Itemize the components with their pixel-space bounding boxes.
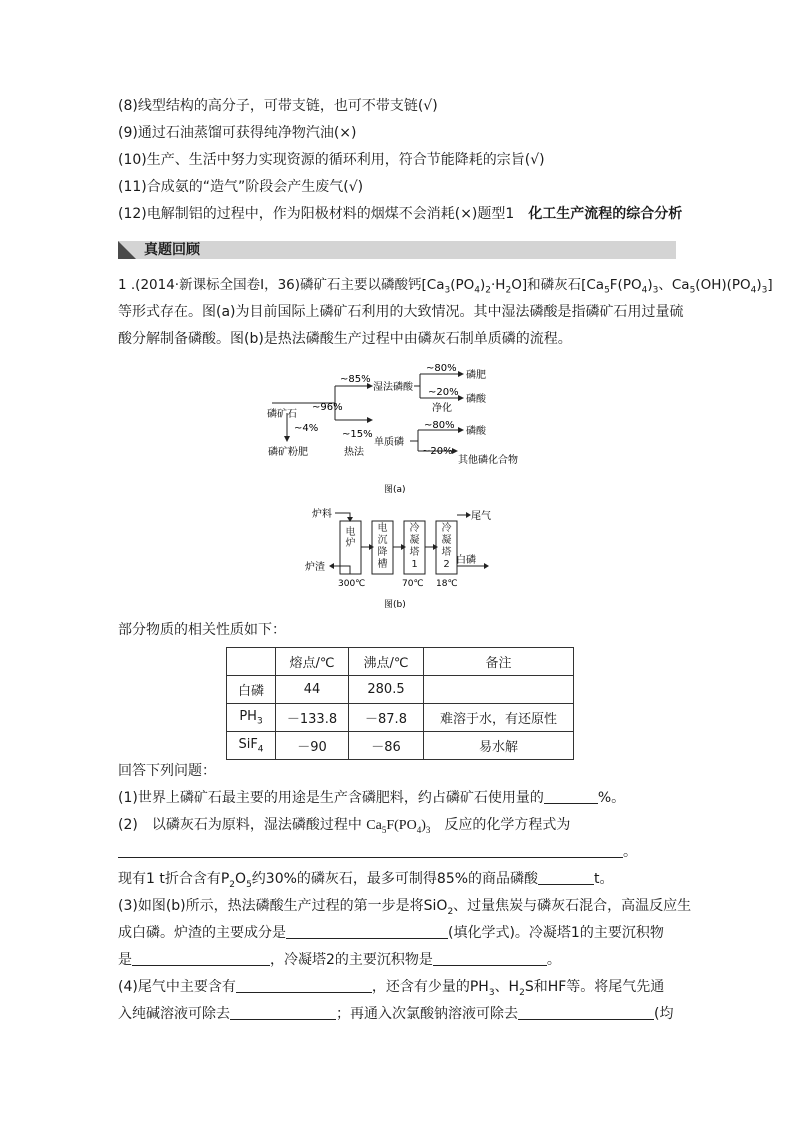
answer-blank-3a[interactable] [286, 924, 448, 939]
answer-blank-4b[interactable] [230, 1005, 336, 1020]
table-cell: SiF$_4$ [227, 732, 276, 760]
fig-b-cond1: 冷凝塔1 [409, 523, 420, 570]
fig-a-thermal: 热法 [344, 447, 364, 458]
judgment-11: (11)合成氨的“造气”阶段会产生废气(√) [118, 179, 364, 195]
table-row [227, 676, 574, 704]
topic-heading: 化工生产流程的综合分析 [528, 206, 683, 222]
fig-b-t2: 70℃ [402, 579, 424, 589]
table-row [227, 704, 574, 732]
question-2-line3: 现有1 t折合含有$P_2O_5$约30%的磷灰石，最多可制得85%的商品磷酸 t。 [118, 871, 614, 890]
section-title: 真题回顾 [144, 242, 200, 258]
table-cell: －86 [349, 732, 424, 760]
question-intro-line3: 酸分解制备磷酸。图(b)是热法磷酸生产过程中由磷灰石制单质磷的流程。 [118, 331, 572, 347]
fig-b-precip: 电沉降槽 [377, 523, 388, 570]
fig-a-p15: ~15% [342, 429, 373, 440]
table-cell: 280.5 [349, 676, 424, 704]
question-3: (3)如图(b)所示，热法磷酸生产过程的第一步是将SiO$_2$、过量焦炭与磷灰石混合，高温反应生 [118, 898, 692, 917]
table-header-cell: 备注 [424, 648, 574, 676]
fig-b-cond2: 冷凝塔2 [441, 523, 452, 570]
question-intro-line1: 1 .(2014·新课标全国卷Ⅰ，36)磷矿石主要以磷酸钙$[Ca_3(PO_4)_2\cdot H_2O]$和磷灰石[$Ca_5F(PO_4)_3$、$Ca_5(OH)(PO_4)_3$] [118, 277, 773, 296]
fig-b-feed: 炉料 [312, 509, 332, 520]
answer-blank-3c[interactable] [433, 951, 547, 966]
fig-a-other: 其他磷化合物 [458, 455, 518, 466]
answer-blank-4a[interactable] [236, 978, 372, 993]
question-4: (4)尾气中主要含有 ，还含有少量的$PH_3$、$H_2S$和HF等。将尾气先通 [118, 979, 665, 998]
fig-a-p20b: ~20% [422, 446, 453, 457]
judgment-12-text: (12)电解制铝的过程中，作为阳极材料的烟煤不会消耗(×)题型1 [118, 206, 515, 222]
fig-a-p4: ~4% [294, 423, 319, 434]
question-1: (1)世界上磷矿石最主要的用途是生产含磷肥料，约占磷矿石使用量的 %。 [118, 790, 626, 806]
fig-b-furnace: 电炉 [345, 527, 356, 549]
fig-b-tail: 尾气 [471, 511, 491, 522]
table-cell: －87.8 [349, 704, 424, 732]
fig-a-p20a: ~20% [428, 387, 459, 398]
question-4-line2: 入纯碱溶液可除去 ；再通入次氯酸钠溶液可除去 (均 [118, 1006, 674, 1022]
fig-a-p80b: ~80% [424, 420, 455, 431]
table-cell: 易水解 [424, 732, 574, 760]
table-cell: 白磷 [227, 676, 276, 704]
answer-blank-1[interactable] [544, 789, 598, 804]
fig-b-caption: 图(b) [384, 600, 406, 610]
question-3-line3: 是 ，冷凝塔2的主要沉积物是 。 [118, 952, 561, 968]
properties-intro: 部分物质的相关性质如下： [118, 622, 286, 638]
table-cell [424, 676, 574, 704]
answer-blank-4c[interactable] [518, 1005, 654, 1020]
question-intro-line2: 等形式存在。图(a)为目前国际上磷矿石利用的大致情况。其中湿法磷酸是指磷矿石用过量硫 [118, 304, 684, 320]
table-header-cell: 沸点/℃ [349, 648, 424, 676]
question-2-line2: 。 [118, 843, 637, 861]
fig-a-p96: ~96% [312, 402, 343, 413]
answer-prompt: 回答下列问题： [118, 763, 216, 779]
answer-blank-2b[interactable] [538, 870, 594, 885]
fig-a-p85: ~85% [340, 374, 371, 385]
judgment-8: (8)线型结构的高分子，可带支链，也可不带支链(√) [118, 98, 438, 114]
judgment-9: (9)通过石油蒸馏可获得纯净物汽油(×) [118, 125, 357, 141]
fig-a-caption: 图(a) [384, 485, 406, 495]
judgment-10: (10)生产、生活中努力实现资源的循环利用，符合节能降耗的宗旨(√) [118, 152, 545, 168]
question-3-line2: 成白磷。炉渣的主要成分是 (填化学式)。冷凝塔1的主要沉积物 [118, 925, 664, 941]
table-cell: －133.8 [276, 704, 349, 732]
fig-a-wet: 湿法磷酸 [373, 382, 413, 393]
table-cell: 难溶于水，有还原性 [424, 704, 574, 732]
fig-a-elem-p: 单质磷 [374, 437, 404, 448]
table-cell: －90 [276, 732, 349, 760]
table-cell: $PH_3$ [227, 704, 276, 732]
fig-b-white-p: 白磷 [456, 555, 476, 566]
table-header-cell [227, 648, 276, 676]
fig-a-powder: 磷矿粉肥 [268, 447, 308, 458]
fig-b-t3: 18℃ [436, 579, 458, 589]
fig-a-source: 磷矿石 [267, 409, 297, 420]
fig-b-slag: 炉渣 [305, 562, 325, 573]
fig-a-acid-a: 磷酸 [466, 394, 486, 405]
table-header-row [227, 648, 574, 676]
answer-blank-3b[interactable] [132, 951, 270, 966]
table-row [227, 732, 574, 760]
fig-b-t1: 300℃ [338, 579, 366, 589]
fig-a-fert: 磷肥 [466, 370, 486, 381]
fig-a-p80a: ~80% [426, 363, 457, 374]
answer-blank-2a[interactable] [118, 843, 623, 858]
properties-table [226, 647, 574, 760]
table-cell: 44 [276, 676, 349, 704]
fig-a-acid-b: 磷酸 [466, 426, 486, 437]
table-header-cell: 熔点/℃ [276, 648, 349, 676]
fig-a-purify: 净化 [432, 403, 452, 414]
question-2: (2) 以磷灰石为原料，湿法磷酸过程中 $Ca_5F(PO_4)_3$ 反应的化学方程式为 [118, 817, 571, 835]
